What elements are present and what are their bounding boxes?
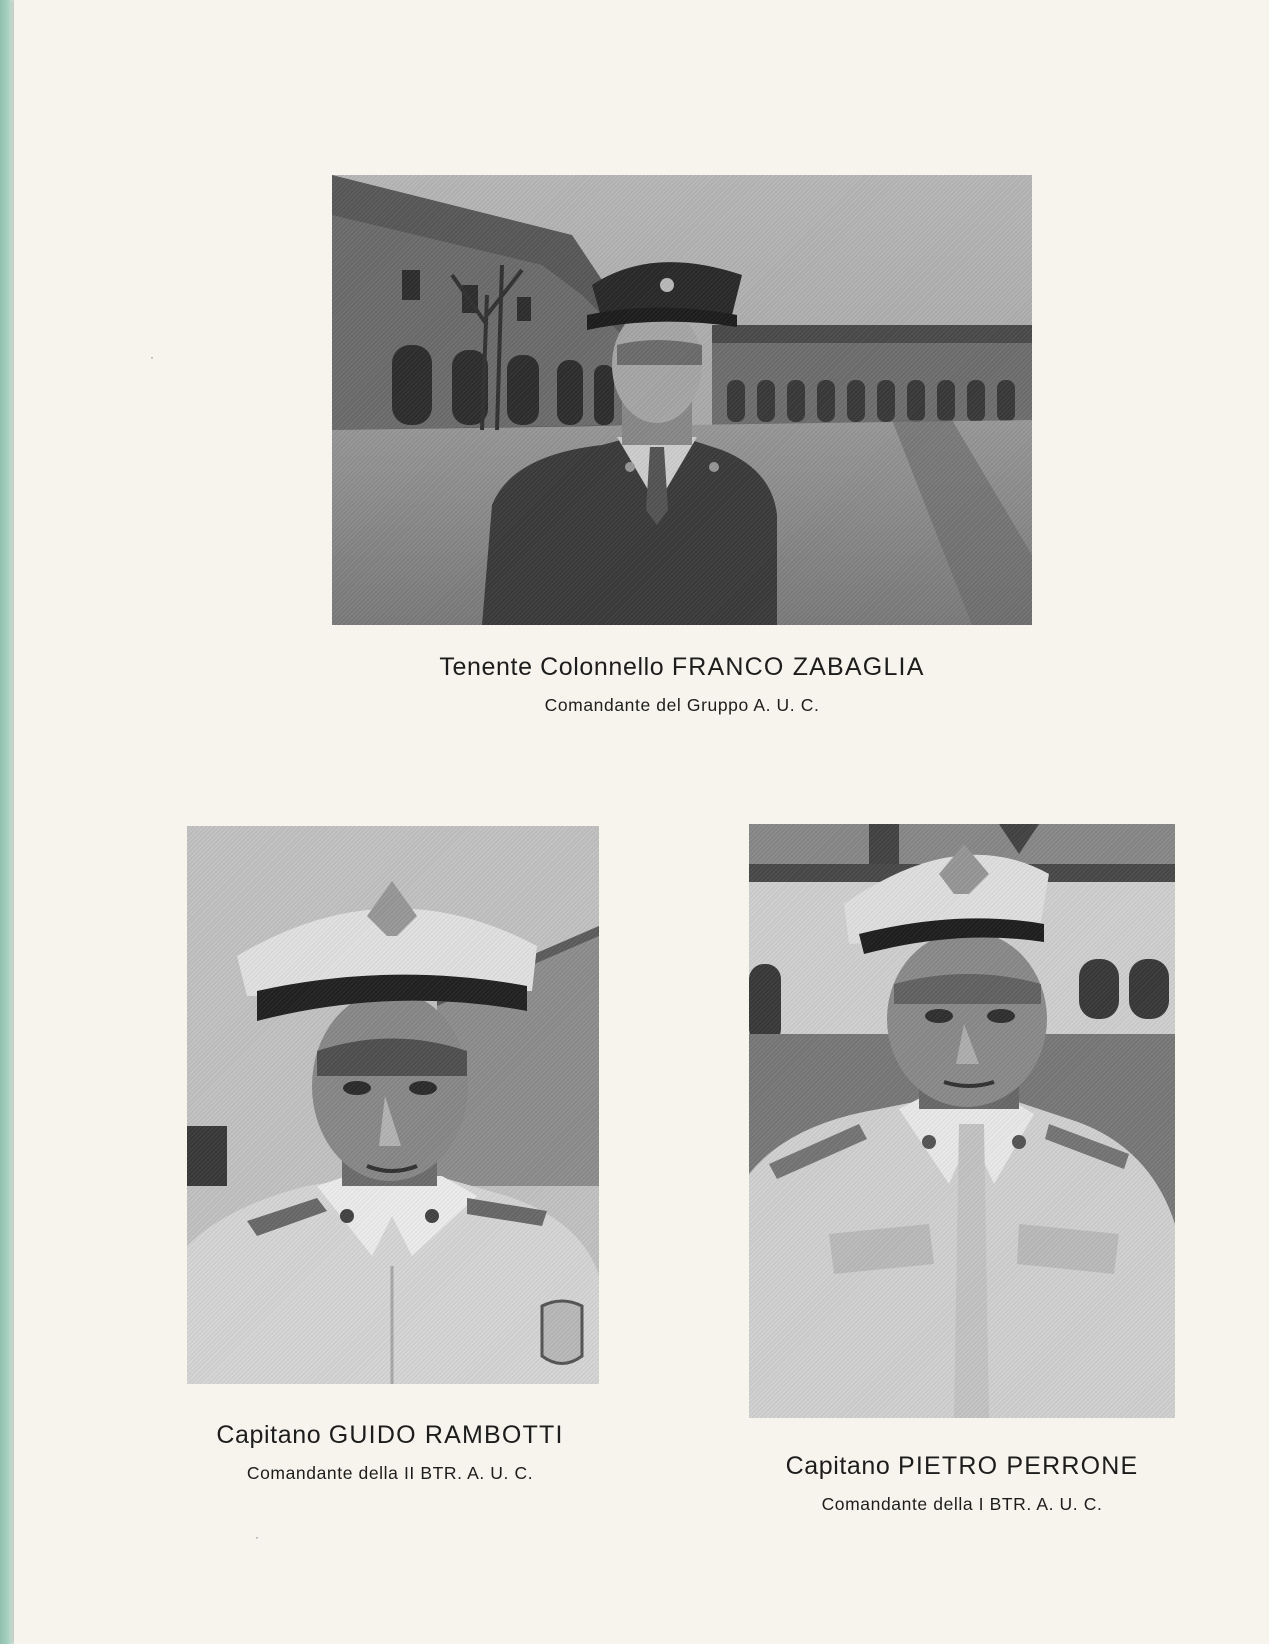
portrait-photo-rambotti — [187, 826, 599, 1384]
page-speck: · — [150, 350, 154, 364]
caption-zabaglia — [382, 653, 982, 716]
page-speck: · — [255, 1530, 259, 1544]
officer-role: Comandante della II BTR. A. U. C. — [246, 1463, 534, 1483]
courtyard-portrait-image — [332, 175, 1032, 625]
officer-name: PIETRO PERRONE — [897, 1452, 1139, 1480]
portrait-photo-zabaglia — [332, 175, 1032, 625]
caption-perrone — [712, 1452, 1212, 1515]
officer-name-line — [382, 653, 982, 682]
rambotti-portrait-image — [187, 826, 599, 1384]
officer-name: GUIDO RAMBOTTI — [328, 1421, 564, 1449]
caption-rambotti — [150, 1421, 630, 1484]
officer-name-line — [150, 1421, 630, 1450]
perrone-portrait-image — [749, 824, 1175, 1418]
officer-name-line — [712, 1452, 1212, 1481]
officer-rank: Tenente Colonnello — [439, 653, 665, 681]
portrait-photo-perrone — [749, 824, 1175, 1418]
officer-name: FRANCO ZABAGLIA — [671, 653, 925, 681]
officer-rank: Capitano — [785, 1452, 891, 1480]
page-edge — [0, 0, 14, 1644]
officer-rank: Capitano — [216, 1421, 322, 1449]
officer-role: Comandante della I BTR. A. U. C. — [821, 1494, 1103, 1514]
officer-role: Comandante del Gruppo A. U. C. — [544, 695, 820, 715]
